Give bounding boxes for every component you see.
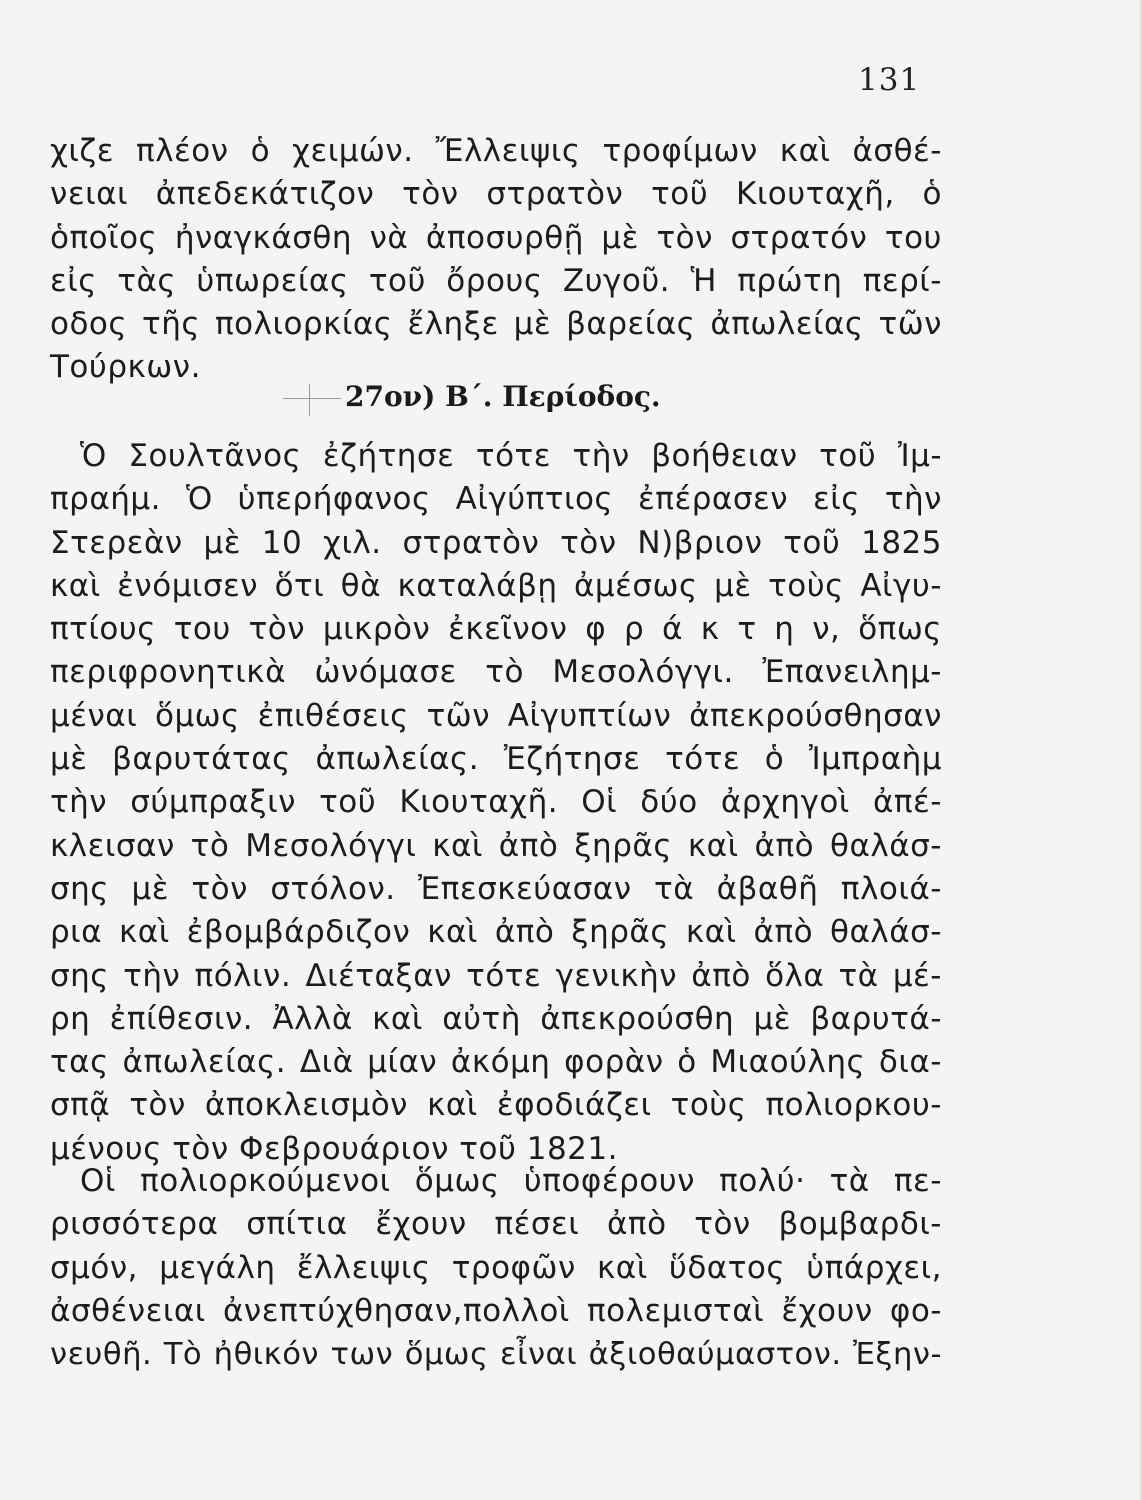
section-heading-wrapper [345,380,661,413]
paragraph-3-line: ρισσότερα σπίτια ἔχουν πέσει ἀπὸ τὸν βομβαρδι- [50,1206,942,1243]
paragraph-2-line: περιφρονητικὰ ὠνόμασε τὸ Μεσολόγγι. Ἐπανειλημ- [50,654,942,691]
paragraph-2-line: Ὁ Σουλτᾶνος ἐζήτησε τότε τὴν βοήθειαν τοῦ Ἰμ- [80,438,942,474]
paragraph-2-line: σπᾷ τὸν ἀποκλεισμὸν καὶ ἐφοδιάζει τοὺς πολιορκου- [50,1087,942,1124]
paragraph-2-line: ρη ἐπίθεσιν. Ἀλλὰ καὶ αὐτὴ ἀπεκρούσθη μὲ βαρυτά- [50,1000,942,1037]
paragraph-2 [50,435,942,1171]
paragraph-2-line: τὴν σύμπραξιν τοῦ Κιουταχῆ. Οἱ δύο ἀρχηγοὶ ἀπέ- [50,784,942,821]
paragraph-2-line: σης μὲ τὸν στόλον. Ἐπεσκεύασαν τὰ ἀβαθῆ πλοιά- [50,870,942,907]
paragraph-1-line: οδος τῆς πολιορκίας ἔληξε μὲ βαρείας ἀπωλείας τῶν [50,306,942,343]
paragraph-2-line: πραήμ. Ὁ ὑπερήφανος Αἰγύπτιος ἐπέρασεν εἰς τὴν [50,481,942,518]
page-number: 131 [858,62,921,98]
paragraph-1-line: νειαι ἀπεδεκάτιζον τὸν στρατὸν τοῦ Κιουταχῆ, ὁ [50,176,942,213]
pencil-margin-mark [283,398,341,399]
paragraph-2-line: καὶ ἐνόμισεν ὅτι θὰ καταλάβῃ ἀμέσως μὲ τοὺς Αἰγυ- [50,567,942,604]
paragraph-1-line: Τούρκων. [50,349,201,386]
paragraph-2-line: κλεισαν τὸ Μεσολόγγι καὶ ἀπὸ ξηρᾶς καὶ ἀπὸ θαλάσ- [50,827,942,864]
paragraph-2-line: μέναι ὅμως ἐπιθέσεις τῶν Αἰγυπτίων ἀπεκρούσθησαν [50,697,942,734]
paragraph-1 [50,130,942,390]
paragraph-2-line: τας ἀπωλείας. Διὰ μίαν ἀκόμη φορὰν ὁ Μιαούλης δια- [50,1044,942,1081]
paragraph-1-line: εἰς τὰς ὑπωρείας τοῦ ὄρους Ζυγοῦ. Ἡ πρώτη περί- [50,262,942,299]
paragraph-3 [50,1160,942,1376]
paragraph-3-line: ἀσθένειαι ἀνεπτύχθησαν,πολλοὶ πολεμισταὶ ἔχουν φο- [50,1292,942,1329]
paragraph-2-line: σης τὴν πόλιν. Διέταξαν τότε γενικὴν ἀπὸ ὅλα τὰ μέ- [50,957,942,994]
paragraph-3-line: Οἱ πολιορκούμενοι ὅμως ὑποφέρουν πολύ· τὰ πε- [80,1163,942,1199]
paragraph-1-line: χιζε πλέον ὁ χειμών. Ἔλλειψις τροφίμων καὶ ἀσθέ- [50,133,942,169]
paragraph-2-line: ρια καὶ ἐβομβάρδιζον καὶ ἀπὸ ξηρᾶς καὶ ἀπὸ θαλάσ- [50,914,942,951]
paragraph-3-line: νευθῆ. Τὸ ἠθικόν των ὅμως εἶναι ἀξιοθαύμαστον. Ἐξην- [50,1337,942,1373]
paragraph-2-line: πτίους του τὸν μικρὸν ἐκεῖνον φ ρ ά κ τ η ν, ὅπως [50,611,942,648]
paragraph-1-line: ὁποῖος ἠναγκάσθη νὰ ἀποσυρθῇ μὲ τὸν στρατόν του [50,219,942,256]
section-heading: 27ον) Β΄. Περίοδος. [345,380,661,413]
paragraph-2-line: Στερεὰν μὲ 10 χιλ. στρατὸν τὸν Ν)βριον τοῦ 1825 [50,524,942,561]
paragraph-3-line: σμόν, μεγάλη ἔλλειψις τροφῶν καὶ ὕδατος ὑπάρχει, [50,1249,942,1286]
paragraph-2-line: μὲ βαρυτάτας ἀπωλείας. Ἐζήτησε τότε ὁ Ἰμπραὴμ [50,741,942,778]
paragraph-2-line: μένους τὸν Φεβρουάριον τοῦ 1821. [50,1130,618,1167]
